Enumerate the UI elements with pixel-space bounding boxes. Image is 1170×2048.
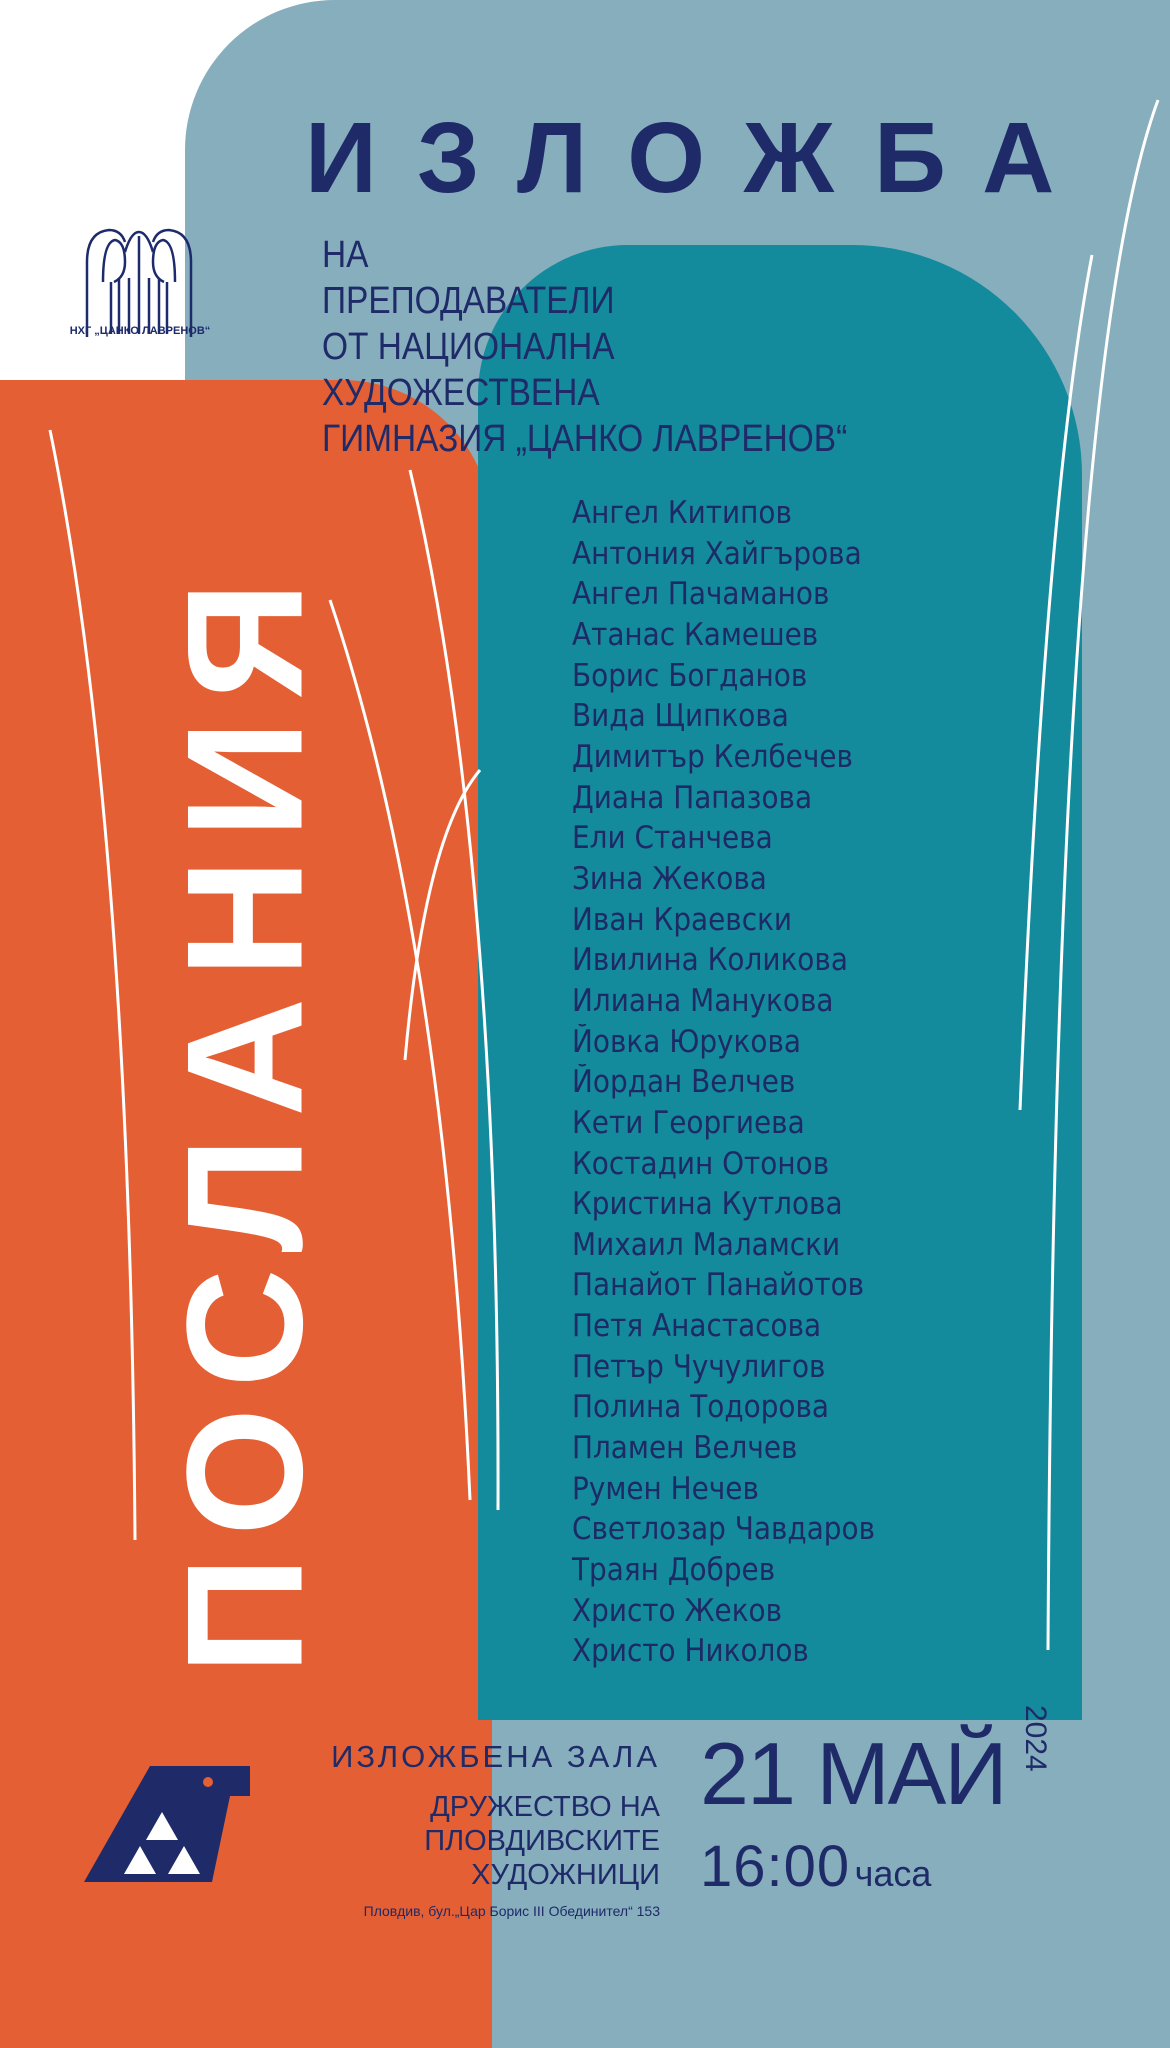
- subtitle-line: ХУДОЖЕСТВЕНА: [322, 372, 600, 414]
- artist-name: Кристина Кутлова: [572, 1186, 843, 1223]
- event-time: 16:00: [700, 1834, 851, 1899]
- logo-caption: НХГ „ЦАНКО ЛАВРЕНОВ“: [69, 325, 211, 337]
- artist-name: Румен Нечев: [572, 1470, 759, 1507]
- poster-title: ИЗЛОЖБА: [305, 102, 1095, 214]
- artist-name: Иван Краевски: [572, 901, 793, 938]
- event-time-block: [700, 1833, 931, 1900]
- artist-name: Борис Богданов: [572, 657, 808, 694]
- subtitle-line: ПРЕПОДАВАТЕЛИ: [322, 280, 615, 322]
- artist-name: Ели Станчева: [572, 820, 773, 857]
- artist-name: Йордан Велчев: [572, 1064, 796, 1101]
- subtitle-line: НА: [322, 234, 369, 276]
- artist-name: Йовка Юрукова: [572, 1023, 802, 1060]
- artist-name: Атанас Камешев: [572, 616, 819, 653]
- venue-name-line: ХУДОЖНИЦИ: [471, 1859, 660, 1891]
- artist-name: Христо Жеков: [572, 1592, 783, 1629]
- artist-name: Ивилина Коликова: [572, 942, 848, 979]
- exhibition-name: ПОСЛАНИЯ: [152, 561, 337, 1675]
- artists-society-logo-icon: [80, 1762, 252, 1884]
- artist-name: Ангел Китипов: [572, 495, 792, 531]
- artist-name: Полина Тодорова: [572, 1389, 830, 1426]
- artist-name: Вида Щипкова: [572, 698, 789, 735]
- subtitle-line: ОТ НАЦИОНАЛНА: [322, 326, 615, 368]
- artist-name: Илиана Манукова: [572, 982, 834, 1019]
- event-year: 2024: [1019, 1705, 1052, 1772]
- artist-name: Михаил Маламски: [572, 1226, 841, 1263]
- venue-title: ИЗЛОЖБЕНА ЗАЛА: [331, 1739, 660, 1774]
- artist-name: Траян Добрев: [572, 1552, 776, 1589]
- artist-name: Зина Жекова: [572, 860, 767, 897]
- artist-name: Костадин Отонов: [572, 1145, 830, 1182]
- subtitle-line: ГИМНАЗИЯ „ЦАНКО ЛАВРЕНОВ“: [322, 418, 848, 460]
- artist-list: [572, 493, 909, 1672]
- artist-name: Панайот Панайотов: [572, 1267, 865, 1304]
- artist-name: Ангел Пачаманов: [572, 576, 830, 613]
- subtitle: [322, 232, 1002, 462]
- venue-address: Пловдив, бул.„Цар Борис III Обединител“ 153: [363, 1903, 660, 1919]
- artist-name: Кети Георгиева: [572, 1104, 805, 1141]
- venue-name-line: ПЛОВДИВСКИТЕ: [424, 1825, 660, 1857]
- artist-name: Петя Анастасова: [572, 1308, 822, 1345]
- event-time-unit: часа: [854, 1853, 932, 1894]
- venue-name-line: ДРУЖЕСТВО НА: [430, 1791, 660, 1823]
- artist-name: Пламен Велчев: [572, 1430, 798, 1467]
- venue-name: [300, 1790, 660, 1892]
- artist-name: Светлозар Чавдаров: [572, 1511, 876, 1548]
- artist-name: Антония Хайгърова: [572, 535, 862, 572]
- artist-name: Димитър Келбечев: [572, 738, 853, 775]
- artist-name: Диана Папазова: [572, 779, 813, 816]
- artist-name: Петър Чучулигов: [572, 1348, 826, 1385]
- school-emblem-icon: [78, 222, 200, 340]
- artist-name: Христо Николов: [572, 1633, 809, 1670]
- event-date: 21 МАЙ: [700, 1724, 1006, 1823]
